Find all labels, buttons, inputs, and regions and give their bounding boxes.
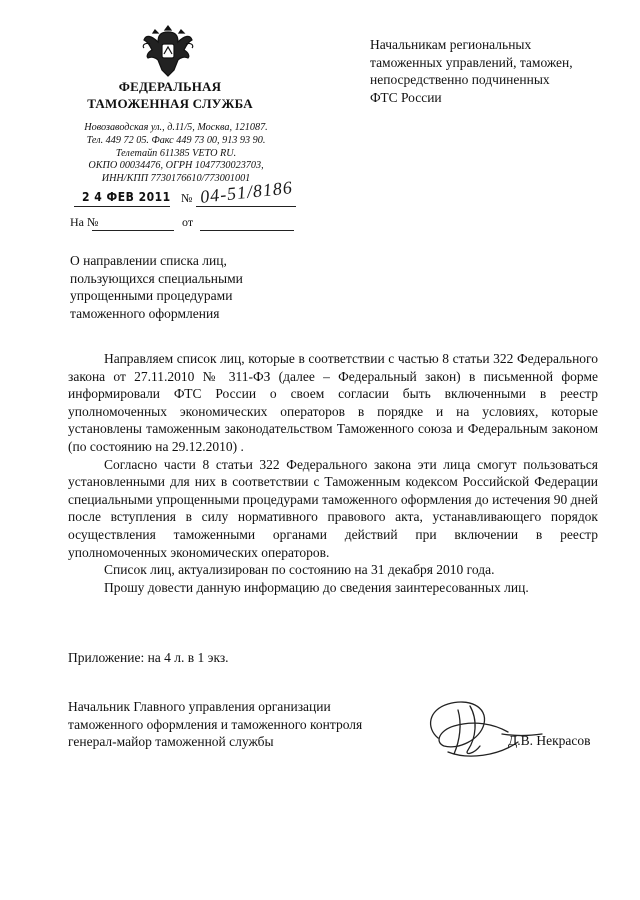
org-detail-phone: Тел. 449 72 05. Факс 449 73 00, 913 93 90. [86, 134, 266, 146]
addressee-line: Начальникам региональных [370, 37, 532, 52]
org-detail-address: Новозаводская ул., д.11/5, Москва, 121087. [84, 122, 268, 133]
body-paragraph: Прошу довести данную информацию до сведения заинтересованных лиц. [104, 579, 529, 595]
org-detail-teletype: Телетайп 611385 VETO RU. [115, 147, 237, 159]
handwritten-signature-icon [418, 690, 548, 770]
org-name-line2: ТАМОЖЕННАЯ СЛУЖБА [87, 96, 253, 111]
subject-line: таможенного оформления [70, 305, 220, 321]
ref-from-label: от [182, 215, 194, 229]
letter-body [68, 350, 598, 596]
attachment-note: Приложение: на 4 л. в 1 экз. [68, 650, 229, 665]
addressee-line: таможенных управлений, таможен, [370, 54, 573, 70]
org-name [70, 78, 270, 112]
signer-position-line: генерал-майор таможенной службы [68, 734, 274, 750]
subject [70, 252, 310, 322]
org-name-line1: ФЕДЕРАЛЬНАЯ [118, 79, 222, 94]
body-paragraph: Согласно части 8 статьи 322 Федерального закона эти лица смогут пользоваться установленными для них в соответствии с Таможенным кодексом Российской Федерации специальными упрощенными процедурами таможенного оформления до истечения 90 дней после вступления в силу нормативного правового акта, устанавливающего порядок осуществления таможенными органами действий при включении в реестр уполномоченных экономических операторов. [68, 456, 598, 560]
addressee [370, 36, 620, 106]
ref-from-underline [200, 214, 294, 231]
reg-date: 2 4 ФЕВ 2011 [82, 190, 171, 204]
signer-position [68, 698, 428, 751]
body-paragraph: Список лиц, актуализирован по состоянию на 31 декабря 2010 года. [104, 562, 495, 578]
addressee-line: ФТС России [370, 89, 442, 105]
ref-number-label: На № [70, 215, 99, 229]
org-details [66, 122, 286, 186]
org-detail-okpo: ОКПО 00034476, ОГРН 1047730023703, [88, 160, 264, 172]
subject-line: пользующихся специальными [70, 270, 243, 286]
subject-line: О направлении списка лиц, [70, 253, 227, 268]
body-paragraph: Направляем список лиц, которые в соответствии с частью 8 статьи 322 Федерального закона от 27.11.2010 № 311-ФЗ (далее – Федеральный закон) в письменной форме информировали ФТС России о своем согласии быть включенными в реестр уполномоченных экономических операторов в порядке и на условиях, которые установлены таможенным законодательством Таможенного союза и Федеральным законом (по состоянию на 29.12.2010) . [68, 351, 598, 454]
org-detail-inn: ИНН/КПП 7730176610/773001001 [101, 173, 251, 185]
reg-number-label: № [181, 191, 193, 205]
double-headed-eagle-emblem-icon [140, 20, 196, 78]
signer-name: Д.В. Некрасов [508, 733, 591, 748]
addressee-line: непосредственно подчиненных [370, 72, 550, 87]
signer-position-line: таможенного оформления и таможенного контроля [68, 716, 363, 732]
signer-position-line: Начальник Главного управления организации [68, 699, 331, 714]
reg-number: 04-51/8186 [199, 177, 294, 207]
subject-line: упрощенными процедурами [70, 288, 233, 303]
ref-number-underline [92, 214, 174, 231]
